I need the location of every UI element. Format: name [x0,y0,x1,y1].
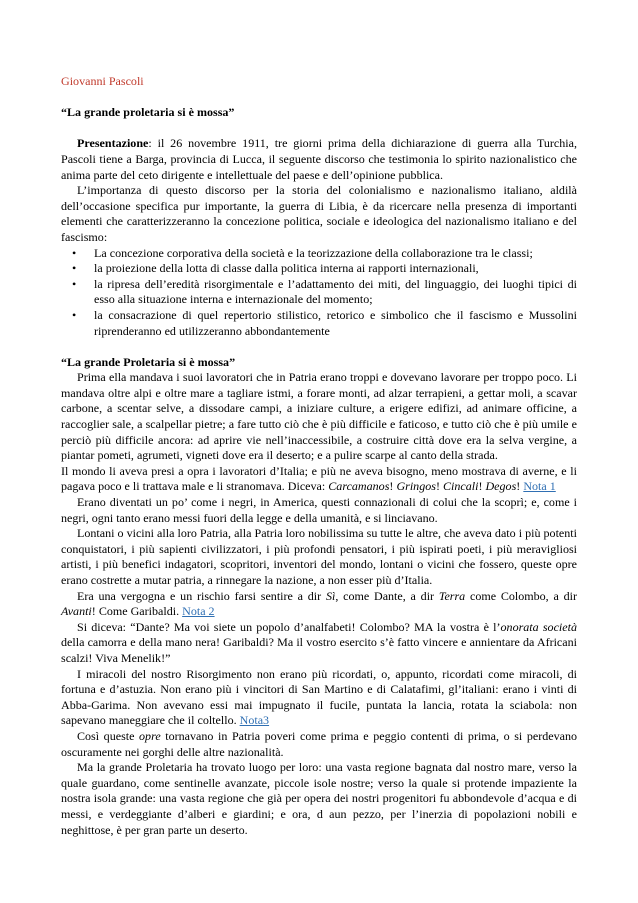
nota-1-link[interactable]: Nota 1 [523,479,556,494]
bullet-item: • la ripresa dell’eredità risorgimentale e l’adattamento dei miti, del linguaggio, dei luoghi tipici di esso alla situazione interna e internazionale del momento; [61,277,577,308]
bullet-item: • La concezione corporativa della società e la teorizzazione della collaborazione tra le classi; [61,246,577,262]
p6-text: Si diceva: “Dante? Ma voi siete un popolo d’analfabeti! Colombo? MA la vostra è l’ [77,619,501,634]
word-si: Sì [325,588,336,603]
speech-paragraph-4: Lontani o vicini alla loro Patria, alla Patria loro nobilissima su tutte le altre, che aveva dato i più potenti conquistatori, i più sapienti civilizzatori, i più profondi pensatori, i più ispirati poeti, i più meravigliosi artisti, i più benefici indagatori, scopritori, inventori del mondo, lontani o vicini che fossero, queste opre erano costrette a mutar patria, a rinnegare la nazione, a non esser più d’Italia. [61,526,577,587]
speech-paragraph-5 [61,589,577,620]
author-name: Giovanni Pascoli [61,74,144,88]
speech-paragraph-6 [61,620,577,667]
speech-paragraph-3: Erano diventati un po’ come i negri, in America, questi connazionali di colui che la scoprì; e, come i negri, ogni tanto erano messi fuori della legge e della umanità, e si linciavano. [61,495,577,525]
word-carcamanos: Carcamanos [328,479,390,494]
p2-text: Il mondo li aveva presi a opra i lavoratori d’Italia; e più ne aveva bisogno, meno mostrava di averne, e li pagava poco e li trattava male e li stranomava. Diceva: [61,463,577,494]
speech-paragraph-2 [61,464,577,495]
p5-text: come Colombo, a dir [465,588,577,603]
document-title: “La grande proletaria si è mossa” [61,105,235,120]
presentazione-paragraph [61,136,577,183]
word-degos: Degos [485,479,517,494]
p6-text: della camorra e della mano nera! Garibaldi? Ma il vostro esercito s’è fatto vincere e annientare da Africani scalzi! Viva Menelik!” [61,635,577,665]
word-gringos: Gringos [396,479,436,494]
speech-paragraph-7 [61,667,577,729]
p2-sep: ! [516,479,524,494]
p5-text: ! Come Garibaldi. [91,604,183,619]
speech-paragraph-1: Prima ella mandava i suoi lavoratori che in Patria erano troppi e dovevano lavorare per troppo poco. Li mandava oltre alpi e oltre mare a tagliare istmi, a forare monti, ad alzar terrapieni, a gettar moli, a scavar carbone, a scentar selve, a dissodare campi, a iniziare culture, a erigere edifizi, ad animare officine, a raccoglier sale, a scalpellar pietre; a fare tutto ciò che è più difficile e faticoso, e tutto ciò che è più umile e perciò più difficile ancora: ad aprire vie nell’inaccessibile, a costruire città dove era la selva vergine, a piantar pometi, agrumeti, vigneti dove era il deserto; e a pulire scarpe al canto della strada. [61,370,577,463]
word-cincali: Cincali [442,479,479,494]
p5-text: Era una vergogna e un rischio farsi sentire a dir [77,588,326,603]
p8-text: tornavano in Patria poveri come prima e peggio contenti di prima, o si perdevano oscuramente nei gorghi delle altre nazionalità. [61,728,577,759]
p7-text: I miracoli del nostro Risorgimento non erano più ricordati, o, appunto, ricordati come miracoli, di fortuna e d’astuzia. Non erano più i vincitori di San Martino e di Calatafimi, gl’italiani: erano i vinti di Abba-Garima. Non avevano essi mai impugnato il fucile, puntata la lancia, rotata la sciabola: non sapevano maneggiare che il coltello. [61,666,577,728]
word-opre: opre [139,728,161,743]
spacer [61,339,577,355]
bullet-list [61,246,577,340]
word-terra: Terra [438,588,466,603]
speech-paragraph-9: Ma la grande Proletaria ha trovato luogo per loro: una vasta regione bagnata dal nostro mare, verso la quale guardano, come sentinelle avanzate, piccole isole nostre; verso la quale si protende impaziente la nostra isola grande: una vasta regione che già per opera dei nostri progenitori fu abbondevole d’acqua e di messi, e verdeggiante d’alberi e giardini; e ora, d aun pezzo, per l’inerzia di popolazioni nobili e neghittose, è per gran parte un deserto. [61,760,577,837]
p2-sep: ! [389,479,397,494]
presentazione-label: Presentazione [77,136,149,151]
p2-sep: ! [478,479,486,494]
speech-paragraph-8 [61,729,577,760]
speech-title: “La grande Proletaria si è mossa” [61,354,236,369]
p5-text: , come Dante, a dir [335,588,439,603]
spacer [61,121,577,137]
importanza-paragraph: L’importanza di questo discorso per la storia del colonialismo e nazionalismo italiano, aldilà dell’occasione specifica pur importante, la guerra di Libia, è da ricercare nella presenza di importanti elementi che caratterizzeranno la concezione politica, sociale e ideologica del nazionalismo italiano e del fascismo: [61,183,577,244]
presentazione-text: : il 26 novembre 1911, tre giorni prima della dichiarazione di guerra alla Turchia, Pascoli tiene a Barga, provincia di Lucca, il seguente discorso che testimonia lo spirito nazionalistico che anima parte del ceto dirigente e intellettuale del paese e dell’opinione pubblica. [61,136,577,182]
bullet-item: • la proiezione della lotta di classe dalla politica interna ai rapporti internazionali, [61,261,577,277]
word-onorata-societa: onorata società [500,619,577,634]
bullet-item: • la consacrazione di quel repertorio stilistico, retorico e simbolico che il fascismo e Mussolini riprenderanno ed utilizzeranno abbondantemente [61,308,577,339]
p2-sep: ! [435,479,443,494]
p8-text: Così queste [77,728,140,743]
nota-3-link[interactable]: Nota3 [239,713,270,728]
nota-2-link[interactable]: Nota 2 [182,604,215,619]
document-page [61,74,577,838]
word-avanti: Avanti [61,604,92,619]
